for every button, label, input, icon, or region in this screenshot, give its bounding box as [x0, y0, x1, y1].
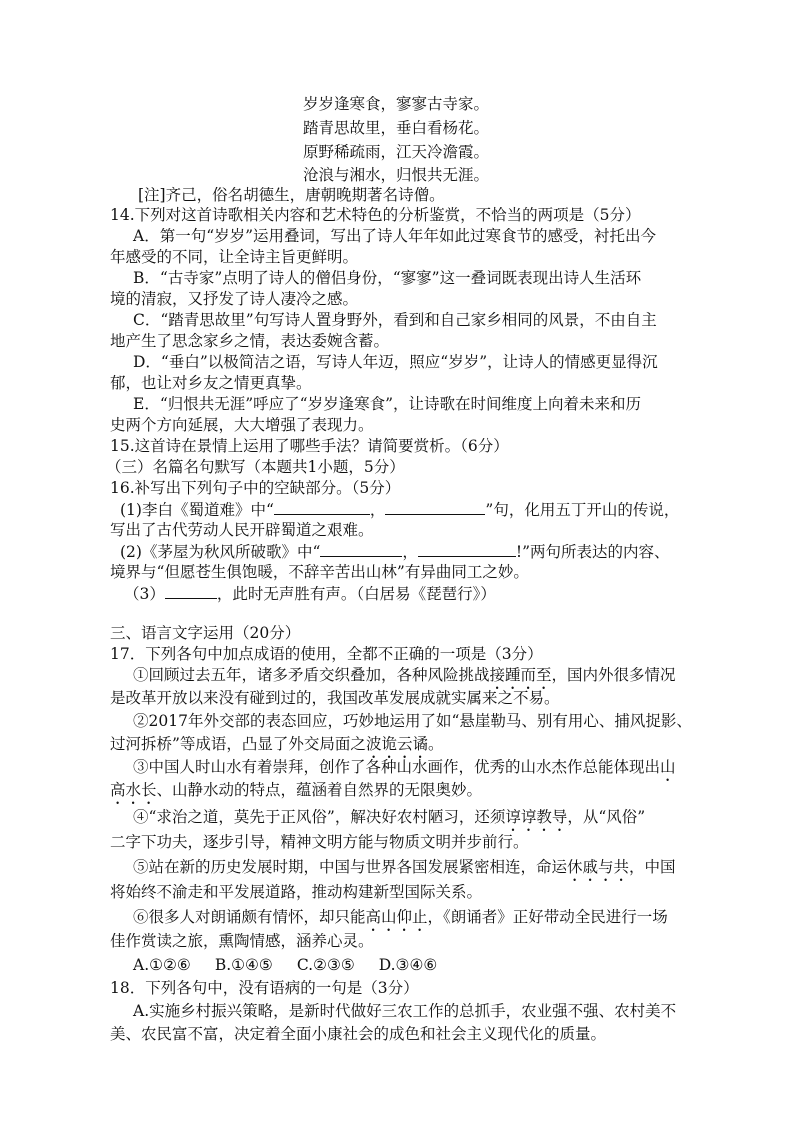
q16-stem: 16.补写出下列句子中的空缺部分。（5分）: [110, 479, 401, 497]
q16-item-1: [120, 499, 679, 520]
q17-s3-dotted-idiom-start: 山: [660, 758, 676, 776]
q17-s5-text-a: ⑤站在新的历史发展时期，中国与世界各国发展紧密相连，命运: [133, 858, 568, 876]
q17-sentence-6-cont: 佳作赏读之旅，熏陶情感，涵养心灵。: [110, 932, 374, 950]
q16-item-3-prefix: （3）: [124, 585, 165, 603]
q14-option-e: E．“归恨共无涯”呼应了“岁岁逢寒食”，让诗歌在时间维度上向着未来和历: [133, 395, 642, 413]
q17-s3-text-b: 、山静水动的特点，蕴涵着自然界的无限奥妙。: [156, 781, 483, 799]
q14-option-b: B．“古寺家”点明了诗人的僧侣身份，“寥寥”这一叠词既表现出诗人生活环: [133, 269, 642, 287]
q17-s6-text-a: ⑥很多人对朗诵颇有情怀，却只能: [133, 908, 366, 926]
q17-s6-text-b: ，《朗诵者》正好带动全民进行一场: [427, 908, 668, 926]
q14-option-a-cont: 年感受的不同，让全诗主旨更鲜明。: [110, 248, 359, 266]
q17-sentence-4: [133, 807, 645, 835]
q16-item-2-cont: 境界与“但愿苍生俱饱暖，不辞辛苦出山林”有异曲同工之妙。: [110, 563, 529, 581]
q17-sentence-1-cont: 是改革开放以来没有碰到过的，我国改革发展成就实属来之不易。: [110, 689, 560, 707]
poem-line-2: 踏青思故里，垂白看杨花。: [303, 119, 490, 137]
section-3-title: 三、语言文字运用（20分）: [110, 624, 301, 642]
q17-sentence-4-cont: 二字下功夫，逐步引导，精神文明方能与物质文明并步前行。: [110, 833, 529, 851]
poem-line-4: 沧浪与湘水，归恨共无涯。: [303, 166, 490, 184]
q17-sentence-5: [133, 857, 676, 885]
q17-s4-text-b: ，从“风俗”: [567, 808, 646, 826]
q14-option-e-cont: 史两个方向延展，大大增强了表现力。: [110, 416, 374, 434]
q17-s2-dotted-idiom: 波诡云谲: [365, 735, 428, 753]
q14-option-c: C．“踏青思故里”句写诗人置身野外，看到和自己家乡相同的风景，不由自主: [133, 311, 657, 329]
q17-options: [133, 955, 437, 975]
q16-blank-2a[interactable]: [320, 541, 402, 557]
q14-stem: 14.下列对这首诗歌相关内容和艺术特色的分析鉴赏，不恰当的两项是（5分）: [110, 206, 641, 224]
q16-item-1-cont: 写出了古代劳动人民开辟蜀道之艰难。: [110, 521, 374, 539]
poem-line-3: 原野稀疏雨，江天冷澹霞。: [303, 143, 490, 161]
q17-s5-dotted-idiom: 休戚与共: [567, 858, 630, 876]
q14-option-d-cont: 郁，也让对乡友之情更真挚。: [110, 374, 312, 392]
q17-sentence-3-cont: [110, 780, 482, 808]
q18-stem: 18．下列各句中，没有语病的一句是（3分）: [110, 979, 419, 997]
q17-s6-dotted-idiom: 高山仰止: [365, 908, 428, 926]
q17-stem: 17．下列各句中加点成语的使用，全都不正确的一项是（3分）: [110, 645, 543, 663]
poem-line-1: 岁岁逢寒食，寥寥古寺家。: [303, 95, 490, 113]
q16-item-2-prefix: (2)《茅屋为秋风所破歌》中“: [120, 543, 321, 561]
q16-item-3: [124, 583, 496, 604]
q18-option-a: A.实施乡村振兴策略，是新时代做好三农工作的总抓手，农业强不强、农村美不: [133, 1002, 677, 1020]
q16-item-2-comma: ，: [402, 543, 418, 561]
q17-option-d[interactable]: D.③④⑥: [378, 956, 438, 974]
q17-s4-text-a: ④“求治之道，莫先于正风俗”，解决好农村陋习，还须: [133, 808, 506, 826]
q17-sentence-2: ②2017年外交部的表态回应，巧妙地运用了如“悬崖勒马、别有用心、捕风捉影、: [133, 712, 692, 730]
q17-option-c[interactable]: C.②③⑤: [296, 956, 355, 974]
q17-s4-dotted-idiom: 谆谆教导: [505, 808, 568, 826]
q17-s2-text-c: 。: [427, 735, 444, 753]
q17-sentence-5-cont: 将始终不渝走和平发展道路，推动构建新型国际关系。: [110, 883, 483, 901]
section-3-sub: （三）名篇名句默写（本题共1小题，5分）: [106, 458, 405, 476]
q17-option-a[interactable]: A.①②⑥: [133, 956, 191, 974]
q14-option-d: D．“垂白”以极简洁之语，写诗人年迈，照应“岁岁”，让诗人的情感更显得沉: [133, 353, 658, 371]
q16-blank-1a[interactable]: [274, 499, 370, 515]
q17-s3-dotted-idiom-end: 高水长: [110, 781, 157, 799]
q16-item-2: [120, 541, 670, 562]
q16-item-3-suffix: ，此时无声胜有声。（白居易《琵琶行》）: [216, 585, 496, 603]
q14-option-a: A．第一句“岁岁”运用叠词，写出了诗人年年如此过寒食节的感受，衬托出今: [133, 227, 657, 245]
q16-blank-3[interactable]: [165, 583, 217, 599]
q17-s1-dotted-idiom: 接踵而至: [489, 666, 552, 684]
q18-option-a-cont: 美、农民富不富，决定着全面小康社会的成色和社会主义现代化的质量。: [110, 1025, 607, 1043]
q17-s1-text-b: ，国内外很多情况: [551, 666, 676, 684]
q14-option-b-cont: 境的清寂，又抒发了诗人凄冷之感。: [110, 290, 359, 308]
q17-s2-text-b: 过河拆桥”等成语，凸显了外交局面之: [110, 735, 366, 753]
q15-stem: 15.这首诗在景情上运用了哪些手法？请简要赏析。（6分）: [110, 437, 509, 455]
q14-option-c-cont: 地产生了思念家乡之情，表达委婉含蓄。: [110, 332, 390, 350]
q17-s1-text-a: ①回顾过去五年，诸多矛盾交织叠加，各种风险挑战: [133, 666, 490, 684]
poem-note: [注]齐己，俗名胡德生，唐朝晚期著名诗僧。: [138, 186, 445, 204]
q17-s3-text-a: ③中国人时山水有着崇拜，创作了各种山水画作，优秀的山水杰作总能体现出: [133, 758, 661, 776]
q17-option-b[interactable]: B.①④⑤: [214, 956, 273, 974]
q16-item-1-comma: ，: [369, 501, 386, 519]
q17-s5-text-b: ，中国: [629, 858, 676, 876]
q16-item-2-suffix: !”两句所表达的内容、: [515, 543, 670, 561]
q16-item-1-prefix: (1)李白《蜀道难》中“: [120, 501, 274, 519]
q16-blank-1b[interactable]: [385, 499, 485, 515]
q16-blank-2b[interactable]: [418, 541, 516, 557]
q16-item-1-suffix: ”句，化用五丁开山的传说，: [485, 501, 680, 519]
